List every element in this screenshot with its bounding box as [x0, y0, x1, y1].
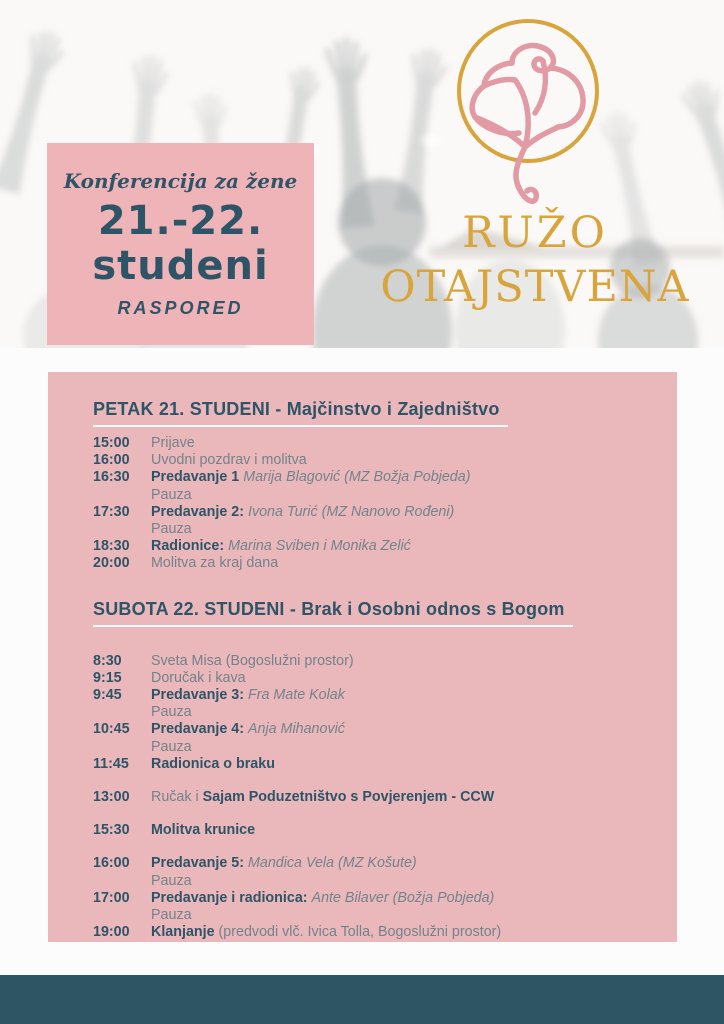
row-text	[151, 789, 647, 806]
row-time: 10:45	[93, 721, 130, 738]
schedule-row	[93, 704, 647, 721]
row-text	[151, 687, 647, 704]
row-text-bold: Radionice:	[151, 538, 225, 555]
schedule-row	[93, 822, 647, 839]
row-text	[151, 653, 647, 670]
row-text-bold: Predavanje 1	[151, 469, 240, 486]
row-time	[93, 487, 151, 504]
row-text-regular: Ručak i	[151, 789, 199, 806]
row-text	[151, 487, 647, 504]
row-text-italic: Ante Bilaver (Božja Pobjeda)	[311, 889, 495, 906]
row-text	[151, 704, 647, 721]
row-text-italic: Marija Blagović (MZ Božja Pobjeda)	[243, 469, 471, 486]
schedule-row	[93, 435, 647, 452]
row-text	[151, 555, 647, 572]
schedule-row	[93, 890, 647, 907]
row-text	[151, 538, 647, 555]
schedule-row	[93, 487, 647, 504]
row-time	[93, 873, 151, 890]
row-text-bold: Molitva krunice	[151, 822, 256, 839]
schedule-row	[93, 907, 647, 924]
footer-bar	[0, 975, 724, 1024]
row-time	[93, 704, 151, 721]
brand-wordmark	[375, 210, 695, 312]
row-text-bold: Predavanje 3:	[151, 687, 244, 704]
schedule-row	[93, 789, 647, 806]
row-text-regular: Uvodni pozdrav i molitva	[151, 452, 307, 469]
row-text	[151, 822, 647, 839]
day-header: PETAK 21. STUDENI - Majčinstvo i Zajedništvo	[93, 399, 508, 427]
conference-dates: 21.-22.	[97, 197, 264, 244]
schedule-row	[93, 670, 647, 687]
schedule-row	[93, 855, 647, 872]
row-text-regular: Pauza	[151, 738, 192, 755]
schedule-row	[93, 653, 647, 670]
row-text	[151, 721, 647, 738]
row-text-bold: Predavanje i radionica:	[151, 889, 308, 906]
row-time	[93, 739, 151, 756]
row-text-regular: Doručak i kava	[151, 669, 246, 686]
row-time: 11:45	[93, 755, 129, 772]
row-text	[151, 924, 647, 941]
row-time: 9:15	[93, 669, 122, 686]
row-text-regular: Pauza	[151, 704, 192, 721]
row-time: 16:00	[93, 855, 130, 872]
row-time: 8:30	[93, 652, 122, 669]
schedule-row	[93, 873, 647, 890]
row-text	[151, 452, 647, 469]
row-time: 20:00	[93, 555, 130, 572]
schedule-row	[93, 924, 647, 941]
schedule-row	[93, 452, 647, 469]
row-time: 18:30	[93, 538, 130, 555]
row-text	[151, 739, 647, 756]
day-section	[93, 399, 647, 573]
row-text-regular: Pauza	[151, 486, 192, 503]
schedule-panel	[48, 372, 677, 942]
row-text-regular: Pauza	[151, 872, 192, 889]
row-text	[151, 873, 647, 890]
brand-name-line1: RUŽO	[462, 208, 608, 258]
row-text	[151, 907, 647, 924]
brand-name-line2: OTAJSTVENA	[380, 262, 690, 313]
row-text-italic: Mandica Vela (MZ Košute)	[247, 855, 417, 872]
conference-subtitle: Konferencija za žene	[63, 168, 298, 193]
row-text-italic: Marina Sviben i Monika Zelić	[228, 538, 411, 555]
row-text	[151, 890, 647, 907]
hero-section	[0, 0, 724, 348]
schedule-row	[93, 538, 647, 555]
row-text	[151, 469, 647, 486]
row-time: 13:00	[93, 789, 130, 806]
conference-month: studeni	[92, 242, 269, 289]
row-text-italic: Anja Mihanović	[247, 721, 345, 738]
day-header: SUBOTA 22. STUDENI - Brak i Osobni odnos s Bogom	[93, 599, 573, 627]
schedule-row	[93, 469, 647, 486]
row-text	[151, 670, 647, 687]
row-time: 15:30	[93, 822, 130, 839]
row-text	[151, 435, 647, 452]
row-time: 19:00	[93, 924, 130, 941]
schedule-row	[93, 721, 647, 738]
day-section	[93, 599, 647, 942]
row-text-regular: Molitva za kraj dana	[151, 555, 279, 572]
row-text-bold: Predavanje 2:	[151, 503, 244, 520]
row-text-regular: Prijave	[151, 435, 195, 451]
row-text-italic: Ivona Turić (MZ Nanovo Rođeni)	[247, 503, 455, 520]
schedule-row	[93, 504, 647, 521]
row-time: 9:45	[93, 687, 122, 704]
row-text-regular: (predvodi vlč. Ivica Tolla, Bogoslužni prostor)	[218, 924, 502, 941]
row-time	[93, 521, 151, 538]
row-text-bold: Sajam Poduzetništvo s Povjerenjem - CCW	[202, 789, 495, 806]
row-text-regular: Pauza	[151, 521, 192, 538]
row-text-bold: Predavanje 4:	[151, 721, 244, 738]
schedule-row	[93, 739, 647, 756]
rose-in-gold-oval-icon	[455, 14, 620, 214]
row-text	[151, 521, 647, 538]
row-text-bold: Radionica o braku	[151, 755, 275, 772]
schedule-row	[93, 756, 647, 773]
row-time	[93, 907, 151, 924]
row-time: 17:00	[93, 889, 130, 906]
schedule-label: RASPORED	[117, 298, 244, 319]
row-text	[151, 756, 647, 773]
row-text-bold: Predavanje 5:	[151, 855, 244, 872]
row-time: 15:00	[93, 435, 130, 451]
row-time: 16:30	[93, 469, 130, 486]
schedule-row	[93, 555, 647, 572]
row-text-regular: Pauza	[151, 907, 192, 924]
row-text-bold: Klanjanje	[151, 924, 215, 941]
row-time: 17:30	[93, 503, 130, 520]
conference-info-card	[47, 143, 314, 345]
row-text-italic: Fra Mate Kolak	[247, 687, 345, 704]
row-text	[151, 855, 647, 872]
schedule-row	[93, 687, 647, 704]
row-text	[151, 504, 647, 521]
schedule-row	[93, 521, 647, 538]
row-time: 16:00	[93, 452, 130, 469]
row-text-regular: Sveta Misa (Bogoslužni prostor)	[151, 652, 354, 669]
